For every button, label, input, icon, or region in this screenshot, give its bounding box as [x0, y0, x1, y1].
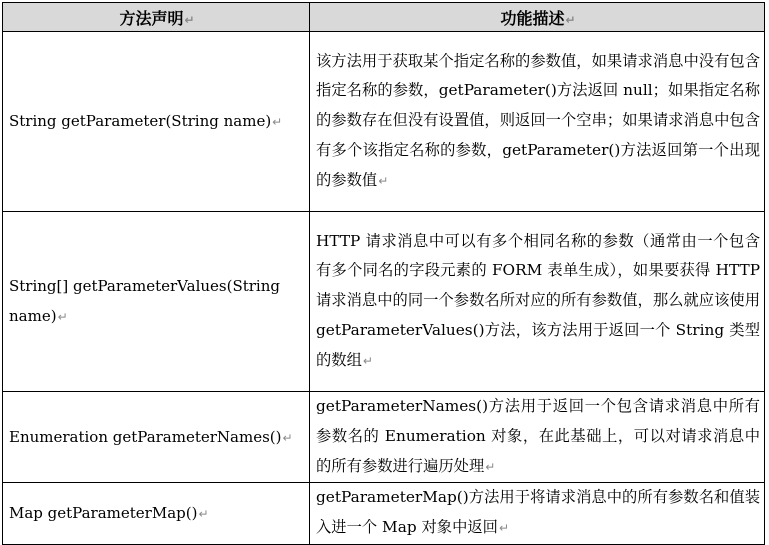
paragraph-mark-icon: ↵ [565, 12, 576, 27]
method-declaration: String getParameter(String name) [9, 112, 272, 130]
function-description-cell [310, 392, 765, 483]
table-row [3, 212, 765, 392]
method-declaration-cell [3, 483, 310, 545]
paragraph-mark-icon: ↵ [498, 521, 510, 536]
header-function-description [310, 3, 765, 32]
table-row [3, 392, 765, 483]
paragraph-mark-icon: ↵ [282, 430, 293, 445]
function-description: 该方法用于获取某个指定名称的参数值，如果请求消息中没有包含指定名称的参数，getParameter()方法返回 null；如果指定名称的参数存在但没有设置值，则返回一个空串；如果请求消息中包含有多个该指定名称的参数，getParameter()方法返回第一个出现的参数值 [316, 51, 760, 189]
function-description-cell [310, 212, 765, 392]
method-declaration-cell [3, 32, 310, 212]
method-declaration: Enumeration getParameterNames() [9, 427, 282, 446]
function-description: getParameterMap()方法用于将请求消息中的所有参数名和值装入进一个 Map 对象中返回 [316, 488, 760, 537]
function-description-cell [310, 32, 765, 212]
header-row [3, 3, 765, 32]
function-description: getParameterNames()方法用于返回一个包含请求消息中所有参数名的 Enumeration 对象，在此基础上，可以对请求消息中的所有参数进行遍历处理 [316, 397, 760, 475]
paragraph-mark-icon: ↵ [485, 459, 496, 474]
function-description-cell [310, 483, 765, 545]
method-declaration: String[] getParameterValues(String name) [9, 277, 280, 325]
paragraph-mark-icon: ↵ [184, 12, 195, 27]
function-description: HTTP 请求消息中可以有多个相同名称的参数（通常由一个包含有多个同名的字段元素的 FORM 表单生成），如果要获得 HTTP 请求消息中的同一个参数名所对应的所有参数值，那么就应该使用 getParameterValues()方法，该方法用于返回一个 String 类型的数组 [316, 231, 760, 369]
method-table [2, 2, 765, 545]
header-method-declaration [3, 3, 310, 32]
paragraph-mark-icon: ↵ [362, 353, 373, 368]
method-declaration-cell [3, 212, 310, 392]
method-declaration-cell [3, 392, 310, 483]
paragraph-mark-icon: ↵ [57, 310, 68, 324]
table-row [3, 483, 765, 545]
table-row [3, 32, 765, 212]
method-declaration: Map getParameterMap() [9, 504, 198, 523]
paragraph-mark-icon: ↵ [198, 507, 209, 522]
paragraph-mark-icon: ↵ [272, 115, 283, 129]
paragraph-mark-icon: ↵ [378, 173, 389, 188]
header-method-declaration-label: 方法声明 [119, 8, 184, 28]
header-function-description-label: 功能描述 [500, 8, 565, 28]
